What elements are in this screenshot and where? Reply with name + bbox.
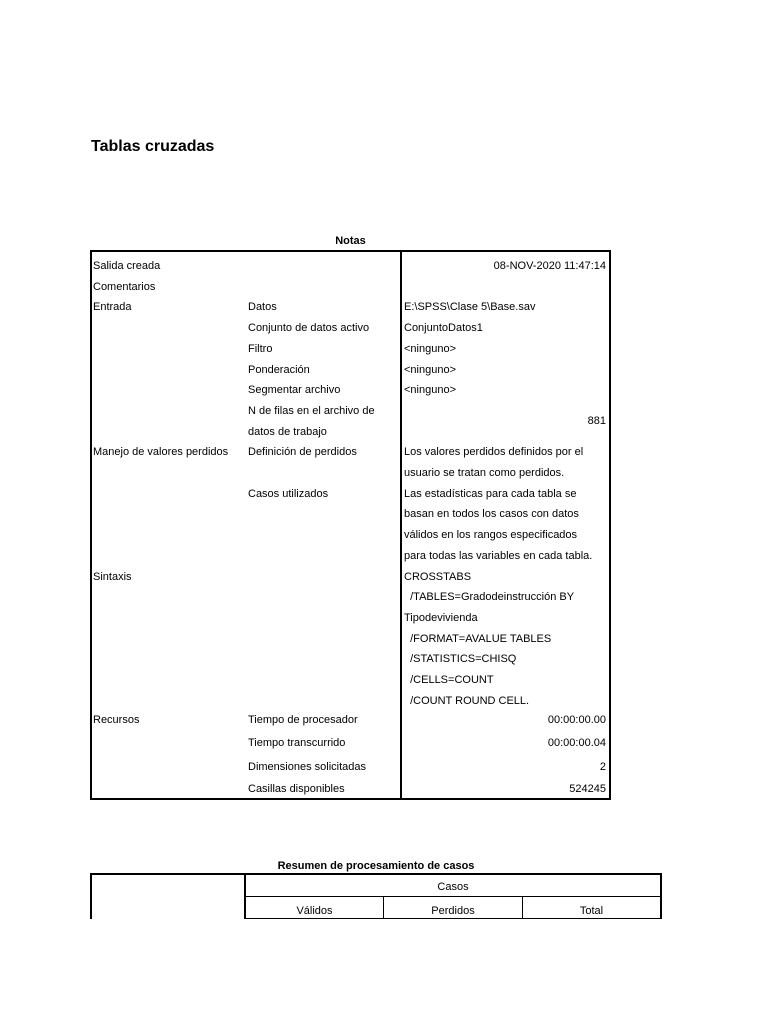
recursos-row-3-c3: 524245 [569,783,606,795]
notas-row-2-c1: Entrada [93,301,132,314]
resumen-validos-header: Válidos [296,905,333,917]
resumen-border-top [90,873,662,875]
notas-row-4-c2: Filtro [248,342,273,355]
notas-row-18-c3: /FORMAT=AVALUE TABLES [404,632,552,645]
notas-row-11-c2: Casos utilizados [248,487,329,500]
notas-row-5-c2: Ponderación [248,363,310,376]
notas-row-17-c3: Tipodevivienda [404,611,478,624]
notas-row-6-c3: <ninguno> [404,384,456,397]
notas-row-7-c2: N de filas en el archivo de [248,404,375,417]
recursos-row-1-c3: 00:00:00.04 [547,737,606,749]
notas-row-19-c3: /STATISTICS=CHISQ [404,653,517,666]
notas-row-15-c1: Sintaxis [93,570,132,583]
recursos-row-3-c2: Casillas disponibles [248,783,345,795]
notas-row-9-c3: Los valores perdidos definidos por el [404,446,584,459]
notas-row-15-c3: CROSSTABS [404,570,472,583]
notas-row-8-c2: datos de trabajo [248,425,327,438]
notas-row-9-c2: Definición de perdidos [248,446,357,459]
notas-row-16-c3: /TABLES=Gradodeinstrucción BY [404,591,575,604]
notas-n-filas-value: 881 [587,415,606,428]
notas-column-divider [400,250,402,800]
recursos-row-0-c2: Tiempo de procesador [248,714,358,726]
notas-row-6-c2: Segmentar archivo [248,384,341,397]
recursos-row-1-c2: Tiempo transcurrido [248,737,346,749]
recursos-row-2-c3: 2 [599,761,606,773]
notas-row-20-c3: /CELLS=COUNT [404,674,494,686]
resumen-caption: Resumen de procesamiento de casos [277,860,475,872]
resumen-border-left [90,873,92,919]
notas-row-0-c1: Salida creada [93,260,161,272]
notas-row-13-c3: válidos en los rangos especificados [404,529,578,542]
notas-row-2-c3: E:\SPSS\Clase 5\Base.sav [404,301,536,314]
notas-row-3-c2: Conjunto de datos activo [248,322,370,335]
notas-row-3-c3: ConjuntoDatos1 [404,322,483,335]
notas-row-1-c1: Comentarios [93,280,156,293]
resumen-casos-header: Casos [437,881,469,893]
page-title: Tablas cruzadas [91,138,215,155]
notas-row-4-c3: <ninguno> [404,342,456,355]
notas-row-9-c1: Manejo de valores perdidos [93,446,229,459]
notas-row-0-c3: 08-NOV-2020 11:47:14 [493,260,606,272]
notas-row-14-c3: para todas las variables en cada tabla. [404,549,593,562]
notas-row-21-c3: /COUNT ROUND CELL. [404,694,530,707]
resumen-total-header: Total [579,905,604,917]
notas-row-5-c3: <ninguno> [404,363,456,376]
resumen-row-line [244,918,662,919]
resumen-perdidos-header: Perdidos [431,905,475,917]
notas-row-11-c3: Las estadísticas para cada tabla se [404,487,577,500]
notas-caption: Notas [335,235,366,247]
recursos-row-2-c2: Dimensiones solicitadas [248,761,366,773]
recursos-row-0-c1: Recursos [93,714,140,726]
resumen-subheader-line [244,896,662,897]
notas-row-2-c2: Datos [248,301,277,314]
notas-row-10-c3: usuario se tratan como perdidos. [404,467,565,479]
notas-row-12-c3: basan en todos los casos con datos [404,508,579,521]
recursos-row-0-c3: 00:00:00.00 [547,714,606,726]
